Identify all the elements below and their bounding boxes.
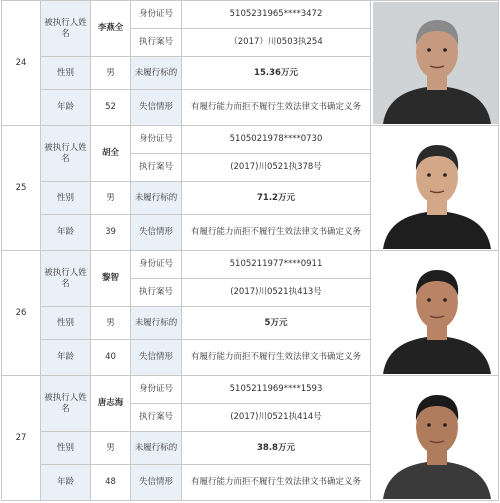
debtor-photo	[371, 126, 499, 251]
label-unpaid-amount: 未履行标的	[131, 182, 182, 215]
gender-value: 男	[91, 57, 131, 90]
label-id-number: 身份证号	[131, 376, 182, 404]
unpaid-amount-value: 15.36万元	[182, 57, 371, 90]
portrait-image	[373, 377, 499, 499]
label-case-number: 执行案号	[131, 154, 182, 182]
portrait-image	[373, 252, 499, 374]
label-gender: 性别	[41, 182, 91, 215]
label-age: 年龄	[41, 90, 91, 126]
table-body	[2, 1, 499, 501]
portrait-image	[373, 2, 499, 124]
label-dishonest-situation: 失信情形	[131, 90, 182, 126]
age-value: 48	[91, 465, 131, 501]
label-name: 被执行人姓名	[41, 126, 91, 182]
photo-left-eye	[427, 173, 431, 177]
label-dishonest-situation: 失信情形	[131, 215, 182, 251]
photo-left-eye	[427, 423, 431, 427]
portrait-image	[373, 127, 499, 249]
label-id-number: 身份证号	[131, 126, 182, 154]
dishonest-debtor-table	[1, 0, 499, 501]
dishonest-situation-value: 有履行能力而拒不履行生效法律文书确定义务	[182, 340, 371, 376]
photo-left-eye	[427, 298, 431, 302]
case-number-value: (2017)川0521执378号	[182, 154, 371, 182]
photo-frame	[373, 377, 499, 499]
debtor-name: 黎智	[91, 251, 131, 307]
label-name: 被执行人姓名	[41, 376, 91, 432]
record-number: 25	[2, 126, 41, 251]
label-id-number: 身份证号	[131, 251, 182, 279]
gender-value: 男	[91, 432, 131, 465]
debtor-photo	[371, 1, 499, 126]
id-number-value: 5105021978****0730	[182, 126, 371, 154]
dishonest-situation-value: 有履行能力而拒不履行生效法律文书确定义务	[182, 90, 371, 126]
gender-value: 男	[91, 307, 131, 340]
age-value: 40	[91, 340, 131, 376]
label-case-number: 执行案号	[131, 404, 182, 432]
id-number-value: 5105211969****1593	[182, 376, 371, 404]
gender-value: 男	[91, 182, 131, 215]
label-case-number: 执行案号	[131, 29, 182, 57]
photo-right-eye	[443, 298, 447, 302]
label-unpaid-amount: 未履行标的	[131, 57, 182, 90]
record-number: 27	[2, 376, 41, 501]
photo-frame	[373, 252, 499, 374]
photo-frame	[373, 127, 499, 249]
photo-right-eye	[443, 423, 447, 427]
unpaid-amount-value: 38.8万元	[182, 432, 371, 465]
age-value: 52	[91, 90, 131, 126]
record-number: 24	[2, 1, 41, 126]
label-gender: 性别	[41, 432, 91, 465]
debtor-name: 李燕全	[91, 1, 131, 57]
photo-left-eye	[427, 48, 431, 52]
label-age: 年龄	[41, 215, 91, 251]
dishonest-situation-value: 有履行能力而拒不履行生效法律文书确定义务	[182, 215, 371, 251]
debtor-name: 唐志海	[91, 376, 131, 432]
photo-right-eye	[443, 48, 447, 52]
unpaid-amount-value: 5万元	[182, 307, 371, 340]
debtor-photo	[371, 251, 499, 376]
dishonest-situation-value: 有履行能力而拒不履行生效法律文书确定义务	[182, 465, 371, 501]
age-value: 39	[91, 215, 131, 251]
label-gender: 性别	[41, 307, 91, 340]
label-name: 被执行人姓名	[41, 1, 91, 57]
debtor-photo	[371, 376, 499, 501]
photo-right-eye	[443, 173, 447, 177]
label-dishonest-situation: 失信情形	[131, 465, 182, 501]
photo-frame	[373, 2, 499, 124]
label-unpaid-amount: 未履行标的	[131, 307, 182, 340]
record-number: 26	[2, 251, 41, 376]
id-number-value: 5105231965****3472	[182, 1, 371, 29]
id-number-value: 5105211977****0911	[182, 251, 371, 279]
case-number-value: （2017）川0503执254	[182, 29, 371, 57]
label-unpaid-amount: 未履行标的	[131, 432, 182, 465]
debtor-name: 胡全	[91, 126, 131, 182]
unpaid-amount-value: 71.2万元	[182, 182, 371, 215]
label-gender: 性别	[41, 57, 91, 90]
label-id-number: 身份证号	[131, 1, 182, 29]
label-age: 年龄	[41, 340, 91, 376]
case-number-value: (2017)川0521执413号	[182, 279, 371, 307]
label-dishonest-situation: 失信情形	[131, 340, 182, 376]
label-name: 被执行人姓名	[41, 251, 91, 307]
label-age: 年龄	[41, 465, 91, 501]
label-case-number: 执行案号	[131, 279, 182, 307]
case-number-value: (2017)川0521执414号	[182, 404, 371, 432]
